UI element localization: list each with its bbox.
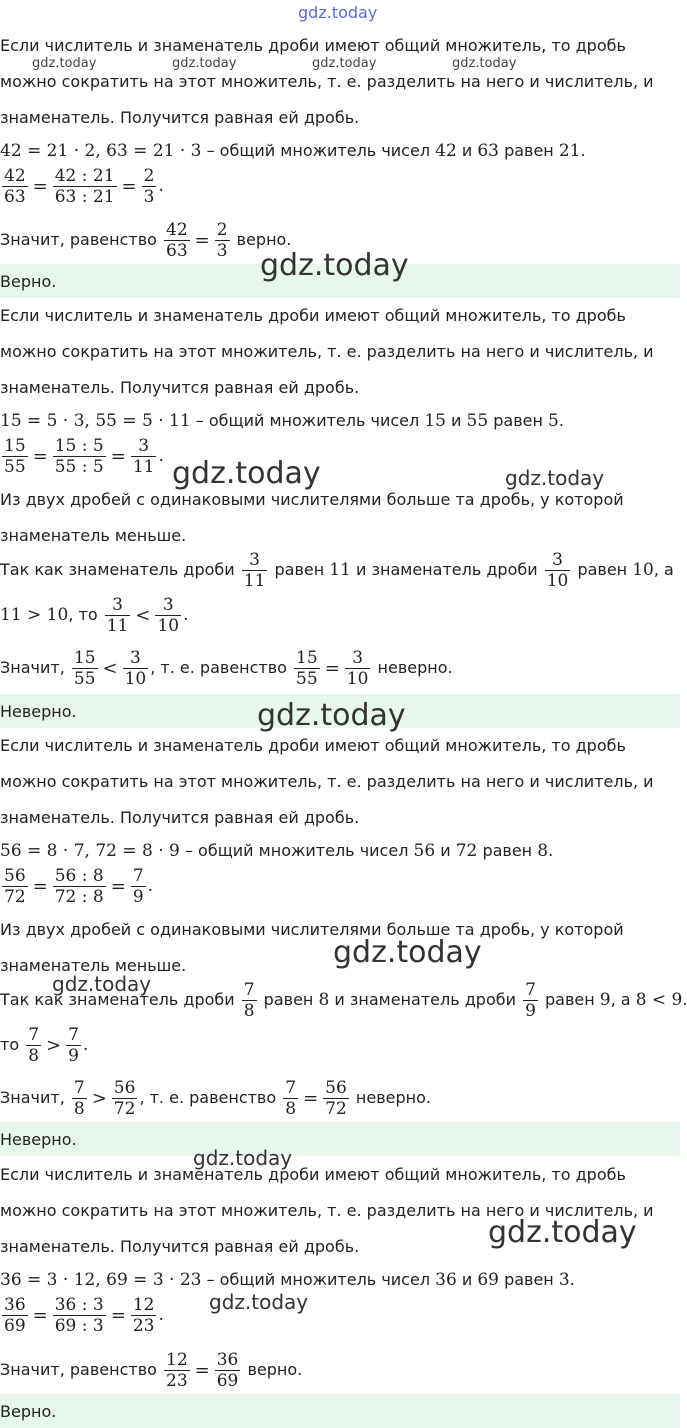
comparison-line: Так как знаменатель дроби $\frac{3}{11}$ равен 11 и знаменатель дроби $\frac{3}{10}$ равен 10, а bbox=[0, 550, 674, 591]
conclusion-line: Значит, $\frac{15}{55}$ < $\frac{3}{10}$ , т. е. равенство $\frac{15}{55}$ = $\frac{3}{10}$ неверно. bbox=[0, 648, 453, 689]
fraction: $\frac{3}{10}$ bbox=[124, 648, 147, 689]
reduction-line: $\frac{42}{63}$ = $\frac{42 : 21}{63 : 21}$ = $\frac{2}{3}$ . bbox=[4, 166, 164, 207]
fraction: $\frac{7}{9}$ bbox=[132, 866, 144, 907]
fraction: $\frac{7}{9}$ bbox=[68, 1025, 79, 1066]
rule-line: знаменатель. Получится равная ей дробь. bbox=[0, 378, 360, 397]
fraction: $\frac{3}{10}$ bbox=[546, 550, 569, 591]
rule-line: можно сократить на этот множитель, т. е. разделить на него и числитель, и bbox=[0, 342, 654, 361]
verdict-band bbox=[0, 1122, 680, 1156]
watermark: gdz.today bbox=[333, 935, 482, 970]
watermark: gdz.today bbox=[452, 56, 517, 71]
fraction: $\frac{3}{11}$ bbox=[243, 550, 266, 591]
watermark: gdz.today bbox=[172, 56, 237, 71]
verdict-true: Верно. bbox=[0, 1402, 57, 1421]
watermark: gdz.today bbox=[505, 466, 605, 490]
rule-line: можно сократить на этот множитель, т. е. разделить на него и числитель, и bbox=[0, 772, 654, 791]
conclusion-line: Значит, равенство $\frac{42}{63}$ = $\frac{2}{3}$ верно. bbox=[0, 220, 292, 261]
rule-line: знаменатель. Получится равная ей дробь. bbox=[0, 108, 360, 127]
rule-line: можно сократить на этот множитель, т. е. разделить на него и числитель, и bbox=[0, 72, 654, 91]
fraction: $\frac{2}{3}$ bbox=[216, 220, 228, 261]
watermark-top: gdz.today bbox=[298, 3, 378, 22]
verdict-true: Верно. bbox=[0, 272, 57, 291]
watermark: gdz.today bbox=[488, 1215, 637, 1250]
reduction-line: $\frac{36}{69}$ = $\frac{36 : 3}{69 : 3}$ = $\frac{12}{23}$ . bbox=[4, 1295, 164, 1336]
fraction: $\frac{7}{8}$ bbox=[73, 1078, 85, 1119]
watermark: gdz.today bbox=[312, 56, 377, 71]
fraction: $\frac{3}{10}$ bbox=[157, 595, 180, 636]
fraction: $\frac{3}{11}$ bbox=[132, 436, 155, 477]
factor-line: 56 = 8 · 7, 72 = 8 · 9 – общий множитель чисел 56 и 72 равен 8. bbox=[0, 841, 554, 861]
fraction: $\frac{15 : 5}{55 : 5}$ bbox=[54, 436, 104, 477]
fraction: $\frac{36}{69}$ bbox=[4, 1295, 26, 1336]
rule-line: Из двух дробей с одинаковыми числителями больше та дробь, у которой bbox=[0, 920, 624, 939]
rule-line: Если числитель и знаменатель дроби имеют общий множитель, то дробь bbox=[0, 36, 626, 55]
rule-line: знаменатель меньше. bbox=[0, 526, 187, 545]
reduction-line: $\frac{15}{55}$ = $\frac{15 : 5}{55 : 5}$ = $\frac{3}{11}$ . bbox=[4, 436, 164, 477]
conclusion-line: Значит, $\frac{7}{8}$ > $\frac{56}{72}$ , т. е. равенство $\frac{7}{8}$ = $\frac{56}{72}$ неверно. bbox=[0, 1078, 431, 1119]
fraction: $\frac{56}{72}$ bbox=[4, 866, 26, 907]
fraction: $\frac{7}{8}$ bbox=[28, 1025, 40, 1066]
factor-line: 42 = 21 · 2, 63 = 21 · 3 – общий множитель чисел 42 и 63 равен 21. bbox=[0, 141, 586, 161]
fraction: $\frac{3}{11}$ bbox=[106, 595, 129, 636]
watermark: gdz.today bbox=[32, 56, 97, 71]
fraction: $\frac{7}{8}$ bbox=[243, 980, 255, 1021]
fraction: $\frac{15}{55}$ bbox=[73, 648, 96, 689]
factor-line: 36 = 3 · 12, 69 = 3 · 23 – общий множитель чисел 36 и 69 равен 3. bbox=[0, 1270, 575, 1290]
fraction: $\frac{15}{55}$ bbox=[4, 436, 26, 477]
conclusion-line: Значит, равенство $\frac{12}{23}$ = $\frac{36}{69}$ верно. bbox=[0, 1350, 303, 1391]
factor-line: 15 = 5 · 3, 55 = 5 · 11 – общий множитель чисел 15 и 55 равен 5. bbox=[0, 411, 564, 431]
fraction: $\frac{2}{3}$ bbox=[143, 166, 155, 207]
rule-line: Если числитель и знаменатель дроби имеют общий множитель, то дробь bbox=[0, 736, 626, 755]
verdict-band bbox=[0, 1394, 680, 1428]
fraction: $\frac{42}{63}$ bbox=[4, 166, 26, 207]
watermark: gdz.today bbox=[260, 248, 409, 283]
rule-line: знаменатель. Получится равная ей дробь. bbox=[0, 1237, 360, 1256]
fraction: $\frac{12}{23}$ bbox=[166, 1350, 188, 1391]
fraction: $\frac{56 : 8}{72 : 8}$ bbox=[54, 866, 104, 907]
watermark: gdz.today bbox=[172, 456, 321, 491]
rule-line: Если числитель и знаменатель дроби имеют общий множитель, то дробь bbox=[0, 1165, 626, 1184]
fraction: $\frac{12}{23}$ bbox=[132, 1295, 155, 1336]
verdict-false: Неверно. bbox=[0, 702, 77, 721]
fraction: $\frac{7}{8}$ bbox=[285, 1078, 297, 1119]
fraction: $\frac{36}{69}$ bbox=[216, 1350, 239, 1391]
rule-line: знаменатель. Получится равная ей дробь. bbox=[0, 808, 360, 827]
rule-line: можно сократить на этот множитель, т. е. разделить на него и числитель, и bbox=[0, 1201, 654, 1220]
comparison-line: Так как знаменатель дроби $\frac{7}{8}$ равен 8 и знаменатель дроби $\frac{7}{9}$ равен 9, а 8 < 9. bbox=[0, 980, 687, 1021]
fraction: $\frac{56}{72}$ bbox=[325, 1078, 347, 1119]
fraction: $\frac{7}{9}$ bbox=[525, 980, 536, 1021]
fraction: $\frac{42 : 21}{63 : 21}$ bbox=[54, 166, 115, 207]
fraction: $\frac{3}{10}$ bbox=[346, 648, 369, 689]
watermark: gdz.today bbox=[209, 1290, 309, 1314]
rule-line: знаменатель меньше. bbox=[0, 956, 187, 975]
fraction: $\frac{56}{72}$ bbox=[113, 1078, 136, 1119]
reduction-line: $\frac{56}{72}$ = $\frac{56 : 8}{72 : 8}$ = $\frac{7}{9}$ . bbox=[4, 866, 154, 907]
fraction: $\frac{36 : 3}{69 : 3}$ bbox=[54, 1295, 104, 1336]
fraction: $\frac{42}{63}$ bbox=[166, 220, 188, 261]
verdict-false: Неверно. bbox=[0, 1130, 77, 1149]
comparison-result: 11 > 10, то $\frac{3}{11}$ < $\frac{3}{10}$ . bbox=[0, 595, 189, 636]
watermark: gdz.today bbox=[52, 972, 152, 996]
fraction: $\frac{15}{55}$ bbox=[296, 648, 318, 689]
rule-line: Из двух дробей с одинаковыми числителями больше та дробь, у которой bbox=[0, 490, 624, 509]
watermark: gdz.today bbox=[257, 698, 406, 733]
rule-line: Если числитель и знаменатель дроби имеют общий множитель, то дробь bbox=[0, 306, 626, 325]
comparison-result: то $\frac{7}{8}$ > $\frac{7}{9}$ . bbox=[0, 1025, 89, 1066]
watermark: gdz.today bbox=[193, 1146, 293, 1170]
